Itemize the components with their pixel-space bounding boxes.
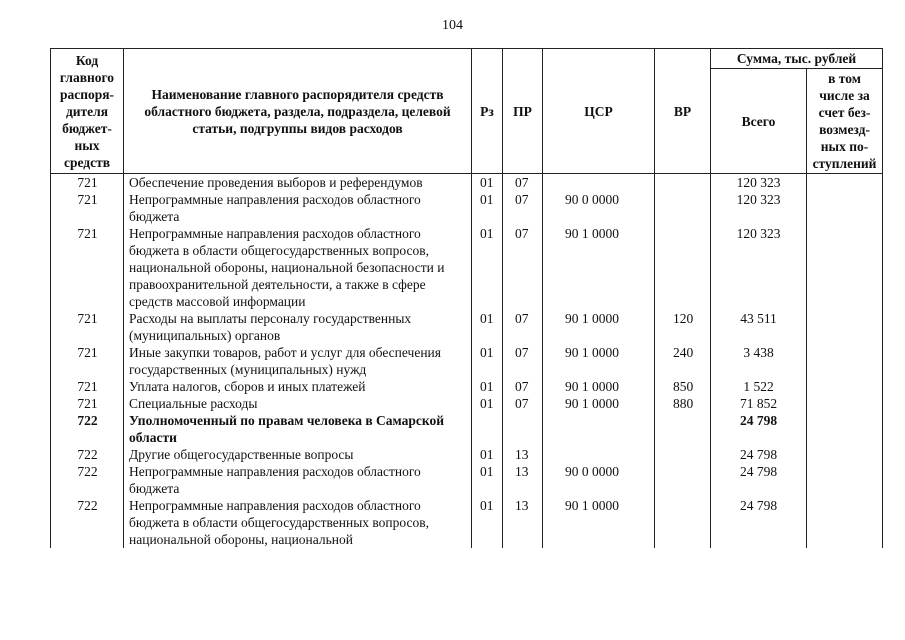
row-code: 722 [51, 446, 124, 463]
row-code: 721 [51, 344, 124, 378]
row-free [807, 463, 883, 497]
row-rz [472, 412, 503, 446]
row-vr [655, 174, 711, 192]
row-pr: 13 [503, 497, 543, 548]
row-pr: 07 [503, 344, 543, 378]
row-name: Непрограммные направления расходов областного бюджета [124, 191, 472, 225]
row-total: 24 798 [711, 446, 807, 463]
table-header [51, 49, 883, 174]
row-vr [655, 446, 711, 463]
row-pr: 13 [503, 463, 543, 497]
row-total: 120 323 [711, 191, 807, 225]
table-row [51, 497, 883, 548]
header-name: Наименование главного распорядителя средств областного бюджета, раздела, подраздела, целевой статьи, подгруппы видов расходов [124, 49, 472, 174]
row-total: 1 522 [711, 378, 807, 395]
page-number: 104 [442, 18, 463, 33]
row-total: 120 323 [711, 174, 807, 192]
row-total: 71 852 [711, 395, 807, 412]
table-row [51, 191, 883, 225]
row-name: Специальные расходы [124, 395, 472, 412]
row-vr [655, 497, 711, 548]
row-pr: 07 [503, 174, 543, 192]
row-csr: 90 1 0000 [543, 225, 655, 310]
row-vr: 120 [655, 310, 711, 344]
row-pr: 07 [503, 310, 543, 344]
row-name: Уплата налогов, сборов и иных платежей [124, 378, 472, 395]
row-csr [543, 412, 655, 446]
row-vr [655, 463, 711, 497]
row-csr [543, 174, 655, 192]
row-csr: 90 1 0000 [543, 497, 655, 548]
table-body [51, 174, 883, 549]
row-pr: 07 [503, 395, 543, 412]
row-pr: 07 [503, 191, 543, 225]
row-csr: 90 0 0000 [543, 463, 655, 497]
row-free [807, 174, 883, 192]
row-free [807, 395, 883, 412]
row-rz: 01 [472, 174, 503, 192]
row-name: Уполномоченный по правам человека в Самарской области [124, 412, 472, 446]
row-rz: 01 [472, 378, 503, 395]
table-row [51, 174, 883, 192]
row-total: 3 438 [711, 344, 807, 378]
header-code: Код главного распоря-дителя бюджет-ных средств [51, 49, 124, 174]
row-free [807, 344, 883, 378]
row-csr: 90 0 0000 [543, 191, 655, 225]
row-csr: 90 1 0000 [543, 310, 655, 344]
row-free [807, 446, 883, 463]
row-code: 722 [51, 412, 124, 446]
row-vr [655, 412, 711, 446]
row-rz: 01 [472, 310, 503, 344]
row-pr: 07 [503, 225, 543, 310]
row-pr: 13 [503, 446, 543, 463]
row-name: Иные закупки товаров, работ и услуг для обеспечения государственных (муниципальных) нужд [124, 344, 472, 378]
row-total: 24 798 [711, 463, 807, 497]
row-free [807, 497, 883, 548]
row-code: 721 [51, 174, 124, 192]
header-sum: Сумма, тыс. рублей [711, 49, 883, 69]
row-name: Непрограммные направления расходов областного бюджета в области общегосударственных вопросов, национальной обороны, национальной безопасности и правоохранительной деятельности, а также в сфере средств массовой информации [124, 225, 472, 310]
row-total: 43 511 [711, 310, 807, 344]
row-csr: 90 1 0000 [543, 344, 655, 378]
row-free [807, 225, 883, 310]
table-row [51, 344, 883, 378]
budget-table [50, 48, 883, 548]
header-free: в том числе за счет без-возмезд-ных по-ступлений [807, 69, 883, 174]
header-pr: ПР [503, 49, 543, 174]
row-vr: 880 [655, 395, 711, 412]
row-total: 24 798 [711, 497, 807, 548]
header-vr: ВР [655, 49, 711, 174]
row-total: 24 798 [711, 412, 807, 446]
header-total: Всего [711, 69, 807, 174]
row-vr: 850 [655, 378, 711, 395]
row-name: Непрограммные направления расходов областного бюджета в области общегосударственных вопросов, национальной обороны, национальной [124, 497, 472, 548]
row-code: 721 [51, 225, 124, 310]
table-row [51, 225, 883, 310]
row-vr [655, 225, 711, 310]
row-pr [503, 412, 543, 446]
row-code: 721 [51, 310, 124, 344]
row-name: Другие общегосударственные вопросы [124, 446, 472, 463]
row-rz: 01 [472, 497, 503, 548]
row-vr [655, 191, 711, 225]
header-rz: Рз [472, 49, 503, 174]
row-code: 721 [51, 191, 124, 225]
row-free [807, 310, 883, 344]
row-rz: 01 [472, 191, 503, 225]
row-free [807, 412, 883, 446]
row-free [807, 191, 883, 225]
row-rz: 01 [472, 463, 503, 497]
row-code: 722 [51, 463, 124, 497]
table-row [51, 463, 883, 497]
row-rz: 01 [472, 395, 503, 412]
row-name: Непрограммные направления расходов областного бюджета [124, 463, 472, 497]
row-vr: 240 [655, 344, 711, 378]
table-row [51, 310, 883, 344]
row-name: Обеспечение проведения выборов и референдумов [124, 174, 472, 192]
row-pr: 07 [503, 378, 543, 395]
table-row [51, 412, 883, 446]
row-csr: 90 1 0000 [543, 378, 655, 395]
row-csr [543, 446, 655, 463]
row-csr: 90 1 0000 [543, 395, 655, 412]
row-rz: 01 [472, 446, 503, 463]
row-code: 721 [51, 395, 124, 412]
row-free [807, 378, 883, 395]
row-rz: 01 [472, 225, 503, 310]
row-rz: 01 [472, 344, 503, 378]
row-name: Расходы на выплаты персоналу государственных (муниципальных) органов [124, 310, 472, 344]
row-total: 120 323 [711, 225, 807, 310]
table-row [51, 446, 883, 463]
header-csr: ЦСР [543, 49, 655, 174]
table-row [51, 395, 883, 412]
row-code: 722 [51, 497, 124, 548]
row-code: 721 [51, 378, 124, 395]
table-row [51, 378, 883, 395]
